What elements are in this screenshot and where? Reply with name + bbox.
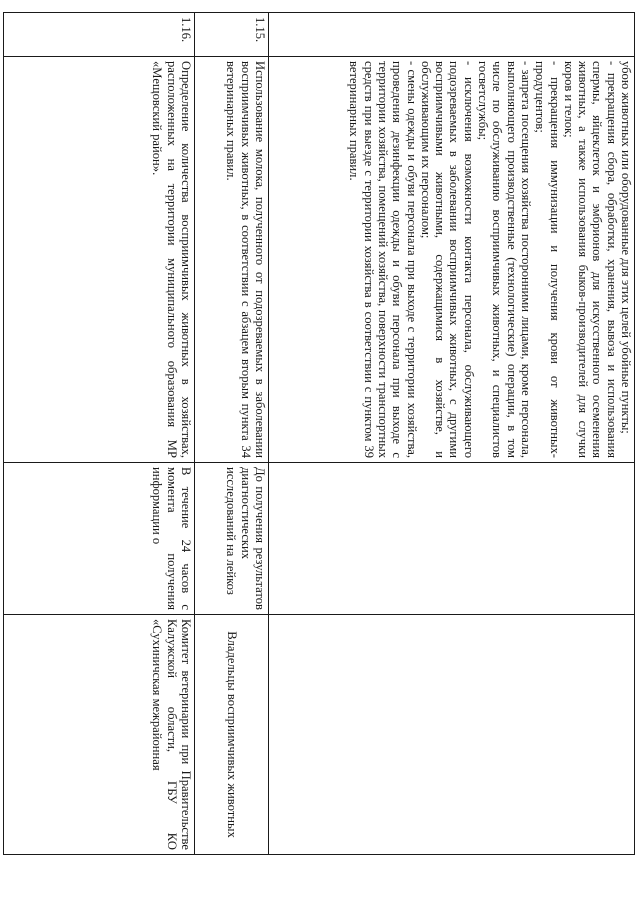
measure-cell: [195, 57, 269, 463]
row-number: [269, 13, 635, 57]
measure-text: - прекращения сбора, обработки, хранения, вывоза и использования спермы, яйцеклеток и эмбрионов для искусственного осеменения животных, а также использования быков-производителей для случки коров и телок;: [561, 61, 619, 458]
measure-text: - смены одежды и обуви персонала при выходе с территории хозяйства, проведения дезинфекции одежды и обуви персонала при выходе с территории хозяйства, помещений хозяйства, поверхности транспортных средств при выезде с территории хозяйства в соответствии с пунктом 39 ветеринарных правил.: [347, 61, 419, 458]
table-row: [195, 13, 269, 855]
measures-table: [3, 12, 635, 855]
measure-text: - исключения возможности контакта персонала, обслуживающего подозреваемых в заболевании восприимчивых животных, с другими восприимчивыми животными, содержащимися в хозяйстве, и обслуживающим их персоналом;: [418, 61, 476, 458]
measure-text: Использование молока, полученного от подозреваемых в заболевании восприимчивых животных, в соответствии с абзацем вторым пункта 34 ветеринарных правил.: [224, 61, 267, 458]
responsible-cell: Комитет ветеринарии при Правительстве Калужской области, ГБУ КО «Сухиничская межрайонная: [4, 615, 195, 855]
responsible-cell: [269, 615, 635, 855]
period-cell: [269, 463, 635, 615]
period-cell: В течение 24 часов с момента получения информации о: [4, 463, 195, 615]
period-cell: До получения результатов диагностических исследований на лейкоз: [195, 463, 269, 615]
measure-cell: [269, 57, 635, 463]
table-row: [269, 13, 635, 855]
measure-text: - прекращения иммунизации и получения крови от животных-продуцентов;: [533, 61, 562, 458]
table-row: [4, 13, 195, 855]
measure-cell: [4, 57, 195, 463]
measure-text: Определение количества восприимчивых животных в хозяйствах, расположенных на территории муниципального образования МР «Мещовский район».: [150, 61, 193, 458]
row-number: 1.16.: [4, 13, 195, 57]
measure-text: - запрета посещения хозяйства посторонними лицами, кроме персонала, выполняющего производственные (технологические) операции, в том числе по обслуживанию восприимчивых животных, и специалистов госветслужбы;: [476, 61, 533, 458]
responsible-cell: Владельцы восприимчивых животных: [195, 615, 269, 855]
measure-text: убою животных или оборудованные для этих целей убойные пункты;: [619, 61, 633, 434]
row-number: 1.15.: [195, 13, 269, 57]
